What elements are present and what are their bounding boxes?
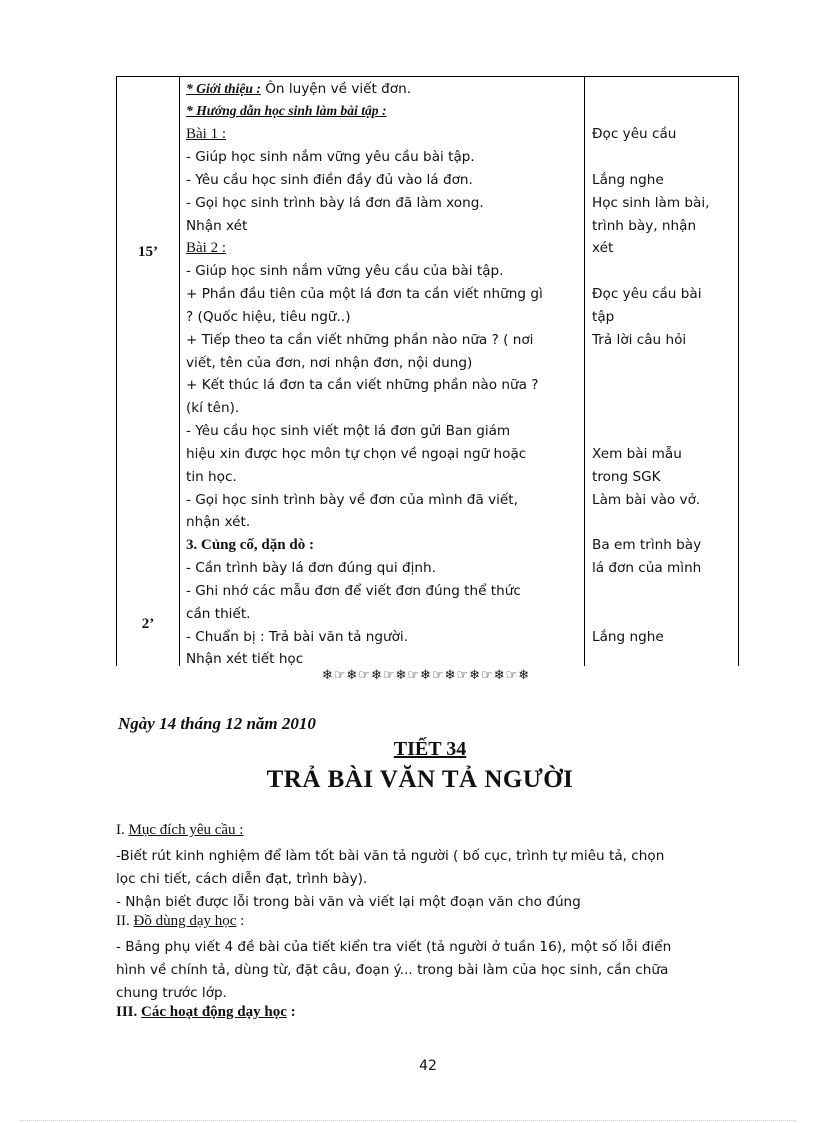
teacher-line: - Yêu cầu học sinh điền đầy đủ vào lá đơn. bbox=[186, 172, 473, 188]
teacher-line: Bài 2 : bbox=[186, 240, 226, 256]
student-line: lá đơn của mình bbox=[592, 560, 702, 576]
teacher-line: + Phần đầu tiên của một lá đơn ta cần viết những gì bbox=[186, 286, 543, 302]
student-line: tập bbox=[592, 309, 615, 325]
intro-label: * Giới thiệu : bbox=[186, 81, 261, 96]
section-heading-1: I. Mục đích yêu cầu : bbox=[116, 822, 244, 838]
section-1-line: - Nhận biết được lỗi trong bài văn và viết lại một đoạn văn cho đúng bbox=[116, 894, 581, 910]
section-2-line: chung trước lớp. bbox=[116, 985, 227, 1001]
lesson-activity-table bbox=[116, 76, 739, 666]
page-bottom-rule bbox=[20, 1120, 796, 1121]
teacher-line: 3. Củng cố, dặn dò : bbox=[186, 537, 314, 553]
teacher-line: Nhận xét bbox=[186, 218, 248, 234]
teacher-line: - Giúp học sinh nắm vững yêu cầu bài tập. bbox=[186, 149, 475, 165]
teacher-line: - Gọi học sinh trình bày về đơn của mình đã viết, bbox=[186, 492, 518, 508]
teacher-line: - Ghi nhớ các mẫu đơn để viết đơn đúng thể thức bbox=[186, 583, 521, 599]
student-line: Lắng nghe bbox=[592, 172, 664, 188]
section-1-line: -Biết rút kinh nghiệm để làm tốt bài văn tả người ( bố cục, trình tự miêu tả, chọn bbox=[116, 848, 665, 864]
student-line: trong SGK bbox=[592, 469, 661, 485]
intro-line bbox=[186, 79, 411, 99]
student-line: Xem bài mẫu bbox=[592, 446, 682, 462]
teacher-line: nhận xét. bbox=[186, 514, 251, 530]
teacher-line: cần thiết. bbox=[186, 606, 251, 622]
section-heading-3: III. Các hoạt động dạy học : bbox=[116, 1004, 296, 1020]
student-line: Lắng nghe bbox=[592, 629, 664, 645]
teacher-line: + Tiếp theo ta cần viết những phần nào nữa ? ( nơi bbox=[186, 332, 534, 348]
time-cell-2: 2’ bbox=[141, 616, 155, 632]
teacher-line: - Cần trình bày lá đơn đúng qui định. bbox=[186, 560, 436, 576]
teacher-line: - Gọi học sinh trình bày lá đơn đã làm xong. bbox=[186, 195, 484, 211]
student-line: Đọc yêu cầu bbox=[592, 126, 677, 142]
guide-heading: * Hướng dẫn học sinh làm bài tập : bbox=[186, 103, 387, 118]
teacher-line: Nhận xét tiết học bbox=[186, 651, 304, 667]
student-line: trình bày, nhận bbox=[592, 218, 697, 234]
lesson-title: TRẢ BÀI VĂN TẢ NGƯỜI bbox=[266, 766, 574, 793]
time-cell-1: 15’ bbox=[138, 244, 158, 260]
teacher-line: + Kết thúc lá đơn ta cần viết những phần nào nữa ? bbox=[186, 377, 539, 393]
lesson-number: TIẾT 34 bbox=[393, 738, 467, 760]
page-number: 42 bbox=[419, 1058, 437, 1074]
teacher-line: hiệu xin được học môn tự chọn về ngoại ngữ hoặc bbox=[186, 446, 527, 462]
ornament-divider: ❄☞❄☞❄☞❄☞❄☞❄☞❄☞❄☞❄ bbox=[321, 668, 531, 683]
student-line: Làm bài vào vở. bbox=[592, 492, 701, 508]
teacher-line: Bài 1 : bbox=[186, 126, 226, 142]
student-line: Đọc yêu cầu bài bbox=[592, 286, 702, 302]
student-line: Học sinh làm bài, bbox=[592, 195, 710, 211]
student-line: xét bbox=[592, 240, 614, 256]
section-heading-2: II. Đồ dùng dạy học : bbox=[116, 913, 245, 929]
teacher-line: tin học. bbox=[186, 469, 237, 485]
teacher-line: - Chuẩn bị : Trả bài văn tả người. bbox=[186, 629, 409, 645]
teacher-line: (kí tên). bbox=[186, 400, 240, 416]
section-1-line: lọc chi tiết, cách diễn đạt, trình bày). bbox=[116, 871, 368, 887]
teacher-line: ? (Quốc hiệu, tiêu ngữ..) bbox=[186, 309, 351, 325]
lesson-date: Ngày 14 tháng 12 năm 2010 bbox=[118, 714, 316, 733]
teacher-line: viết, tên của đơn, nơi nhận đơn, nội dung) bbox=[186, 355, 473, 371]
section-2-line: hình về chính tả, dùng từ, đặt câu, đoạn ý... trong bài làm của học sinh, cần chữa bbox=[116, 962, 669, 978]
section-2-line: - Bảng phụ viết 4 đề bài của tiết kiển tra viết (tả người ở tuần 16), một số lỗi điển bbox=[116, 939, 672, 955]
teacher-line: - Yêu cầu học sinh viết một lá đơn gửi Ban giám bbox=[186, 423, 511, 439]
intro-text: Ôn luyện về viết đơn. bbox=[260, 81, 412, 97]
student-line: Trả lời câu hỏi bbox=[592, 332, 687, 348]
teacher-line: - Giúp học sinh nắm vững yêu cầu của bài tập. bbox=[186, 263, 504, 279]
student-line: Ba em trình bày bbox=[592, 537, 702, 553]
